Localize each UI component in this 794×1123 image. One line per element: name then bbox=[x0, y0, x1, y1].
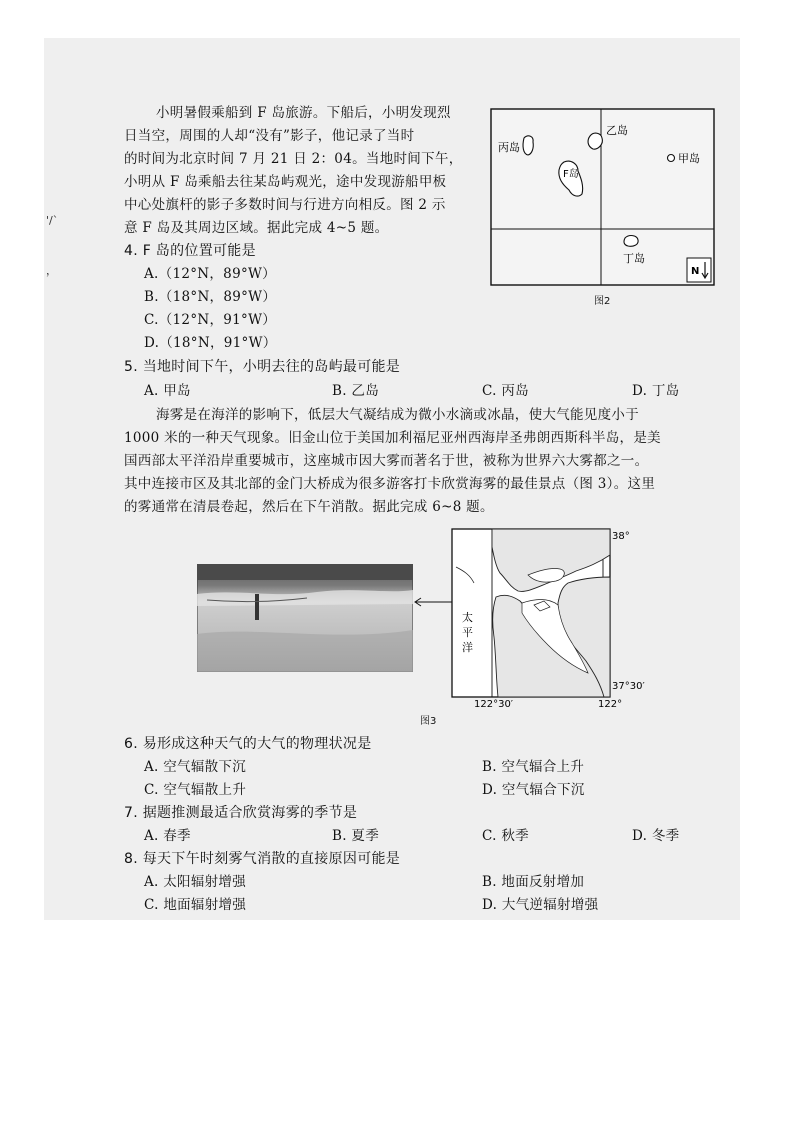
intro-line: 小明从 F 岛乘船去往某岛屿观光，途中发现游船甲板 bbox=[124, 174, 447, 190]
bing-island-label: 丙岛 bbox=[498, 141, 520, 154]
jia-island-label: 甲岛 bbox=[678, 152, 700, 165]
figure-3-caption: 图3 bbox=[420, 716, 437, 727]
north-label: N bbox=[691, 266, 700, 277]
q4-option-d: D.（18°N，91°W） bbox=[144, 335, 277, 351]
q4-option-b: B.（18°N，89°W） bbox=[144, 289, 277, 305]
q6-option-d: D. 空气辐合下沉 bbox=[482, 782, 585, 798]
intro-line: 意 F 岛及其周边区域。据此完成 4~5 题。 bbox=[124, 220, 389, 236]
figure-2-caption: 图2 bbox=[594, 296, 611, 307]
q6-option-a: A. 空气辐散下沉 bbox=[144, 759, 247, 775]
q7-stem: 7. 据题推测最适合欣赏海雾的季节是 bbox=[124, 805, 358, 821]
intro-line: 的时间为北京时间 7 月 21 日 2：04。当地时间下午， bbox=[124, 151, 463, 167]
ding-island-label: 丁岛 bbox=[623, 252, 645, 265]
ocean-label-2: 平 bbox=[462, 626, 473, 639]
fog-intro-line: 其中连接市区及其北部的金门大桥成为很多游客打卡欣赏海雾的最佳景点（图 3）。这里 bbox=[124, 476, 656, 492]
golden-gate-fog-photo bbox=[197, 564, 413, 672]
q5-stem: 5. 当地时间下午，小明去往的岛屿最可能是 bbox=[124, 359, 401, 375]
q8-option-a: A. 太阳辐射增强 bbox=[144, 874, 247, 890]
bridge-tower bbox=[255, 594, 259, 620]
ocean-label-1: 太 bbox=[462, 611, 473, 624]
lat-top-label: 38° bbox=[612, 531, 630, 542]
fog-intro-line: 国西部太平洋沿岸重要城市，这座城市因大雾而著名于世，被称为世界六大雾都之一。 bbox=[124, 453, 649, 469]
figure-2-map bbox=[488, 106, 718, 288]
q7-option-c: C. 秋季 bbox=[482, 828, 529, 844]
ocean-label-3: 洋 bbox=[462, 641, 473, 654]
q5-option-d: D. 丁岛 bbox=[632, 383, 680, 399]
q7-option-a: A. 春季 bbox=[144, 828, 191, 844]
q7-option-d: D. 冬季 bbox=[632, 828, 680, 844]
q4-stem: 4. F 岛的位置可能是 bbox=[124, 243, 256, 259]
q8-option-d: D. 大气逆辐射增强 bbox=[482, 897, 599, 913]
jia-island-shape bbox=[668, 155, 675, 162]
bing-island-shape bbox=[523, 136, 533, 155]
lon-left-label: 122°30′ bbox=[474, 699, 514, 709]
q6-option-b: B. 空气辐合上升 bbox=[482, 759, 585, 775]
fog-intro-line: 1000 米的一种天气现象。旧金山位于美国加利福尼亚州西海岸圣弗朗西斯科半岛，是美 bbox=[124, 430, 661, 446]
ding-island-shape bbox=[624, 236, 638, 247]
q5-option-c: C. 丙岛 bbox=[482, 383, 529, 399]
yi-island-shape bbox=[588, 133, 602, 149]
intro-line: 日当空，周围的人却“没有”影子，他记录了当时 bbox=[124, 128, 415, 144]
yi-island-label: 乙岛 bbox=[606, 124, 628, 137]
fog-intro-line: 的雾通常在清晨卷起，然后在下午消散。据此完成 6~8 题。 bbox=[124, 499, 494, 515]
q5-option-b: B. 乙岛 bbox=[332, 383, 380, 399]
margin-mark: '/` bbox=[46, 214, 59, 227]
lat-bottom-label: 37°30′ bbox=[612, 681, 645, 692]
q6-stem: 6. 易形成这种天气的大气的物理状况是 bbox=[124, 736, 372, 752]
q5-option-a: A. 甲岛 bbox=[144, 383, 191, 399]
q8-option-c: C. 地面辐射增强 bbox=[144, 897, 247, 913]
q6-option-c: C. 空气辐散上升 bbox=[144, 782, 247, 798]
intro-line: 小明暑假乘船到 F 岛旅游。下船后，小明发现烈 bbox=[156, 105, 451, 121]
fog-intro-line: 海雾是在海洋的影响下，低层大气凝结成为微小水滴或冰晶，使大气能见度小于 bbox=[156, 407, 639, 423]
f-island-label: F岛 bbox=[563, 169, 579, 180]
intro-line: 中心处旗杆的影子多数时间与行进方向相反。图 2 示 bbox=[124, 197, 446, 213]
q7-option-b: B. 夏季 bbox=[332, 828, 380, 844]
lon-right-label: 122° bbox=[598, 699, 623, 709]
q8-option-b: B. 地面反射增加 bbox=[482, 874, 585, 890]
q8-stem: 8. 每天下午时刻雾气消散的直接原因可能是 bbox=[124, 851, 401, 867]
margin-mark: ， bbox=[46, 264, 57, 277]
q4-option-c: C.（12°N，91°W） bbox=[144, 312, 277, 328]
q4-option-a: A.（12°N，89°W） bbox=[144, 266, 276, 282]
figure-3-map bbox=[448, 527, 654, 709]
map-frame bbox=[491, 109, 714, 285]
